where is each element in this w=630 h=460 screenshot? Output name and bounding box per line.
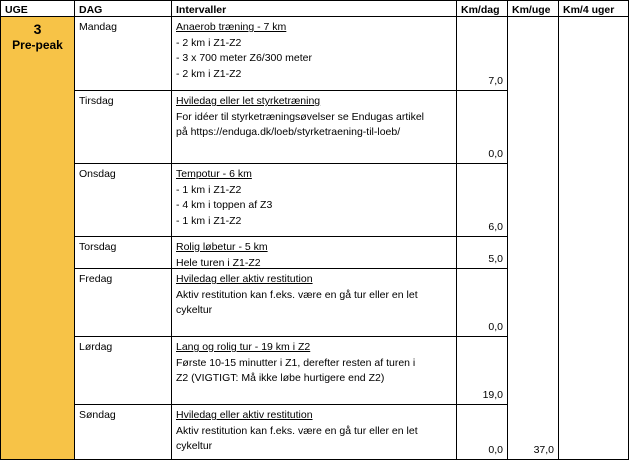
header-km-dag: Km/dag [457,0,508,17]
interval-line: - 2 km i Z1-Z2 [176,67,242,80]
km-dag-fredag [457,269,508,337]
day-torsdag: Torsdag [75,237,172,269]
intervals-tirsdag [172,91,457,164]
interval-line: - 1 km i Z1-Z2 [176,214,242,227]
km-value: 0,0 [488,444,503,456]
km-value: 0,0 [488,148,503,160]
interval-line: Første 10-15 minutter i Z1, derefter resten af turen i [176,356,416,369]
km-dag-tirsdag [457,91,508,164]
interval-line: - 4 km i toppen af Z3 [176,199,273,211]
km-value: 7,0 [488,75,503,87]
week-number: 3 [33,21,42,37]
km-4uger-cell [559,17,629,460]
interval-line: - 1 km i Z1-Z2 [176,183,242,196]
interval-line: Z2 (VIGTIGT: Må ikke løbe hurtigere end Z2) [176,372,385,384]
day-onsdag: Onsdag [75,164,172,237]
interval-line: - 3 x 700 meter Z6/300 meter [176,52,312,64]
km-value: 19,0 [482,389,503,401]
header-intervaller: Intervaller [172,0,457,17]
header-km-uge: Km/uge [508,0,559,17]
week-phase: Pre-peak [12,38,63,52]
interval-line: cykeltur [176,440,213,452]
day-tirsdag: Tirsdag [75,91,172,164]
intervals-sondag [172,405,457,460]
interval-line: - 2 km i Z1-Z2 [176,36,242,49]
intervals-mandag [172,17,457,91]
day-fredag: Fredag [75,269,172,337]
interval-title: Lang og rolig tur - 19 km i Z2 [176,341,311,353]
km-dag-lordag [457,337,508,405]
interval-line: cykeltur [176,304,213,316]
km-dag-mandag [457,17,508,91]
km-dag-sondag [457,405,508,460]
km-value: 0,0 [488,321,503,333]
interval-line: Aktiv restitution kan f.eks. være en gå tur eller en let [176,288,418,301]
interval-title: Anaerob træning - 7 km [176,21,287,33]
week-total: 37,0 [533,444,554,456]
header-km-4uger: Km/4 uger [559,0,629,17]
intervals-fredag [172,269,457,337]
intervals-torsdag [172,237,457,269]
interval-line: Aktiv restitution kan f.eks. være en gå tur eller en let [176,424,418,437]
km-value: 5,0 [488,253,503,265]
interval-title: Hviledag eller aktiv restitution [176,273,313,285]
interval-title: Hviledag eller let styrketræning [176,95,321,107]
day-mandag: Mandag [75,17,172,91]
header-uge: UGE [0,0,75,17]
week-cell [0,17,75,460]
interval-line: For idéer til styrketræningsøvelser se Endugas artikel [176,110,425,123]
intervals-onsdag [172,164,457,237]
km-uge-cell [508,17,559,460]
km-value: 6,0 [488,221,503,233]
km-dag-onsdag [457,164,508,237]
interval-line: på https://enduga.dk/loeb/styrketraening-til-loeb/ [176,126,401,138]
day-lordag: Lørdag [75,337,172,405]
km-dag-torsdag [457,237,508,269]
header-dag: DAG [75,0,172,17]
day-sondag: Søndag [75,405,172,460]
intervals-lordag [172,337,457,405]
interval-title: Rolig løbetur - 5 km [176,241,268,253]
interval-title: Tempotur - 6 km [176,168,252,180]
interval-line: Hele turen i Z1-Z2 [176,256,261,269]
interval-title: Hviledag eller aktiv restitution [176,409,313,421]
